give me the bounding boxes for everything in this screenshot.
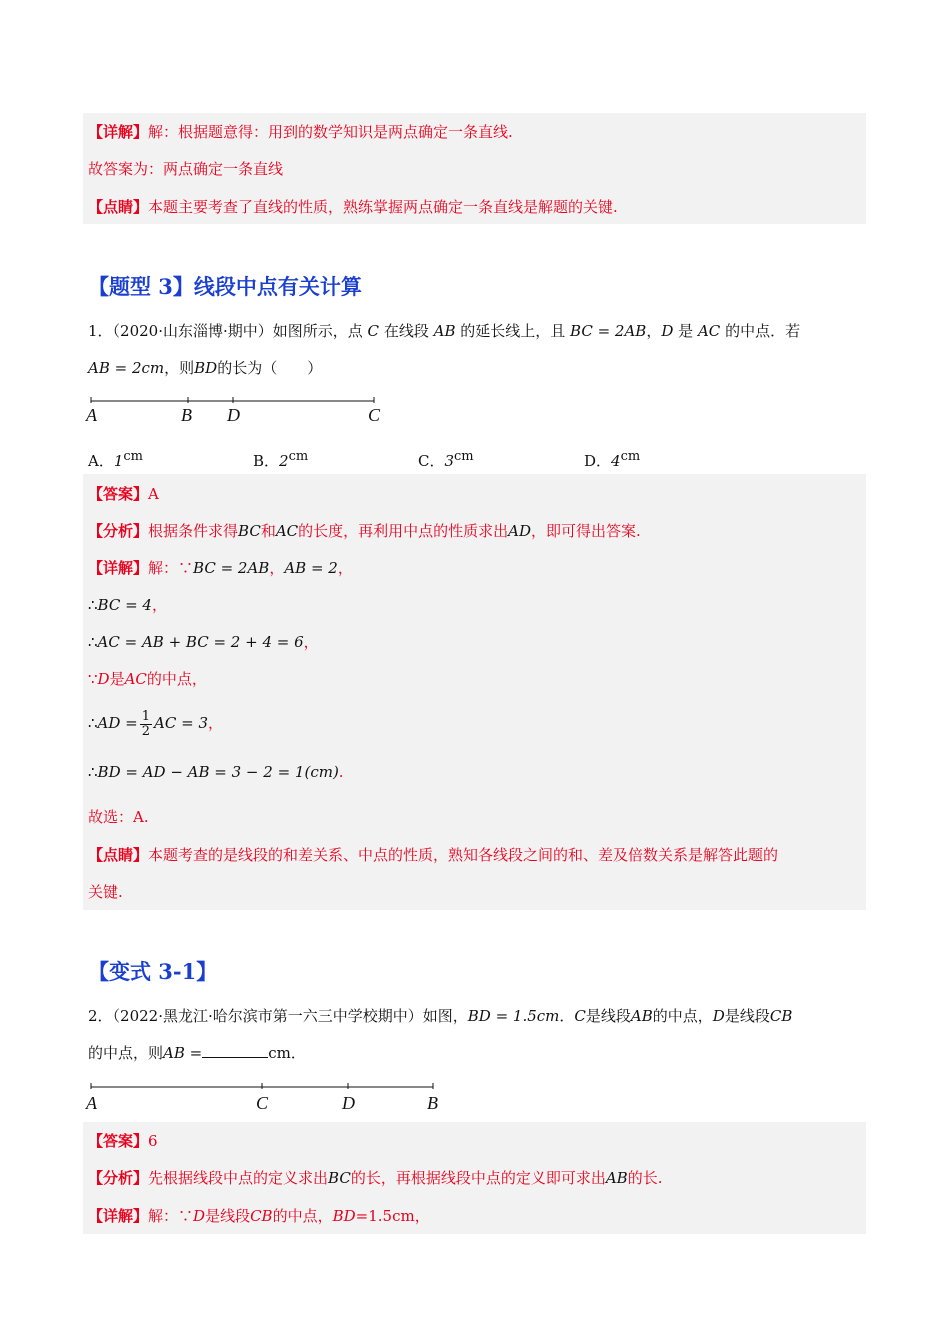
q1-step2-line <box>88 632 319 652</box>
q1-option-a[interactable] <box>88 447 143 471</box>
step1-expr: BC = 4 <box>97 596 152 614</box>
answer-value: A <box>148 485 159 503</box>
therefore-symbol: ∴ <box>88 763 98 781</box>
section-heading-2: 【变式 3-1】 <box>88 959 218 984</box>
point-label-a: A <box>86 1093 97 1113</box>
detail-tag: 【详解】 <box>88 559 149 577</box>
analysis-tag: 【分析】 <box>88 522 149 540</box>
q1-option-b[interactable] <box>253 447 308 471</box>
step4-end: ， <box>208 714 224 732</box>
because-symbol: ∵ <box>88 670 98 688</box>
q1-comment-line1 <box>88 845 778 865</box>
q1-line1 <box>88 321 800 341</box>
top-answer-line <box>88 159 283 179</box>
analysis-var-ac: AC <box>275 522 299 540</box>
q1-option-c[interactable] <box>418 447 474 471</box>
step3-text-mid: 是 <box>109 670 125 688</box>
q2-expr-bd: BD = 1.5cm <box>467 1007 560 1025</box>
q1-expr-bc: BC = 2AB <box>570 322 647 340</box>
analysis-tag: 【分析】 <box>88 1169 149 1187</box>
option-letter: A． <box>88 452 114 470</box>
q2-source: （2022·黑龙江·哈尔滨市第一六三中学校期中）如图， <box>112 1007 468 1025</box>
top-detail-line <box>88 122 513 142</box>
step3-end: 的中点， <box>146 670 207 688</box>
detail-sep: ， <box>269 559 285 577</box>
q2-var-ab: AB <box>630 1007 653 1025</box>
detail-expr-2: AB = 2 <box>284 559 338 577</box>
point-label-a: A <box>86 405 97 425</box>
q1-var-d: D <box>661 322 674 340</box>
detail-text-a: 解：∵ <box>148 559 194 577</box>
q2-text-a: ． <box>559 1007 575 1025</box>
point-label-d: D <box>227 405 240 425</box>
answer-blank[interactable] <box>202 1043 268 1058</box>
comment-tag: 【点睛】 <box>88 846 149 864</box>
detail-tag: 【详解】 <box>88 1207 149 1225</box>
analysis-var-ab: AB <box>605 1169 628 1187</box>
comment-text-1: 本题考查的是线段的和差关系、中点的性质，熟知各线段之间的和、差及倍数关系是解答此题的 <box>148 846 779 864</box>
comment-tag: 【点睛】 <box>88 198 149 216</box>
q1-segment-figure <box>84 393 394 425</box>
analysis-text-d: ，即可得出答案. <box>531 522 641 540</box>
answer-tag: 【答案】 <box>88 1132 149 1150</box>
option-unit: cm <box>620 449 641 464</box>
therefore-symbol: ∴ <box>88 633 98 651</box>
answer-text: 故答案为：两点确定一条直线 <box>88 160 284 178</box>
q2-line1 <box>88 1006 792 1026</box>
detail-var-cb: CB <box>250 1207 273 1225</box>
comment-text: 本题主要考查了直线的性质，熟练掌握两点确定一条直线是解题的关键. <box>148 198 618 216</box>
q1-text-b: 的延长线上，且 <box>460 322 566 340</box>
detail-var-d: D <box>193 1207 206 1225</box>
step5-expr: BD = AD − AB = 3 − 2 = 1(cm) <box>97 763 339 781</box>
step2-expr: AC = AB + BC = 2 + 4 = 6 <box>97 633 304 651</box>
q1-step1-line <box>88 595 167 615</box>
q2-var-c: C <box>574 1007 586 1025</box>
analysis-var-bc: BC <box>238 522 261 540</box>
q2-analysis-line <box>88 1168 662 1188</box>
q2-number: 2． <box>88 1007 113 1025</box>
analysis-text-b: 的长，再根据线段中点的定义即可求出 <box>350 1169 606 1187</box>
q1-detail-line <box>88 558 353 578</box>
step3-var-ac: AC <box>124 670 147 688</box>
q2-line2-expr: AB = <box>163 1044 203 1062</box>
option-value: 2 <box>279 452 289 470</box>
q1-var-ab: AB <box>433 322 456 340</box>
q1-comment-line2 <box>88 882 123 902</box>
detail-var-bd: BD <box>332 1207 356 1225</box>
detail-text: 解：根据题意得：用到的数学知识是两点确定一条直线. <box>148 123 513 141</box>
q1-text-e: 的中点．若 <box>725 322 801 340</box>
q1-option-d[interactable] <box>584 447 640 471</box>
point-label-c: C <box>368 405 381 425</box>
q1-analysis-line <box>88 521 641 541</box>
option-unit: cm <box>288 449 309 464</box>
answer-tag: 【答案】 <box>88 485 149 503</box>
option-letter: B． <box>253 452 280 470</box>
detail-expr-1: BC = 2AB <box>193 559 270 577</box>
q2-detail-line <box>88 1206 430 1226</box>
therefore-symbol: ∴ <box>88 714 98 732</box>
top-comment-line <box>88 197 618 217</box>
analysis-var-bc: BC <box>328 1169 351 1187</box>
point-label-b: B <box>427 1093 438 1113</box>
q1-text-c: ， <box>646 322 662 340</box>
detail-text-c: 的中点， <box>272 1207 333 1225</box>
q1-text-a: 在线段 <box>383 322 429 340</box>
q1-step4-line <box>88 706 223 740</box>
q1-var-bd: BD <box>194 359 218 377</box>
step4-lhs: AD = <box>97 714 138 732</box>
fraction-numerator: 1 <box>141 708 151 724</box>
q1-line2-end: 的长为（ ） <box>217 359 323 377</box>
detail-end: ， <box>337 559 353 577</box>
q1-source: （2020·山东淄博·期中）如图所示，点 <box>112 322 363 340</box>
option-letter: D． <box>584 452 612 470</box>
step3-var-d: D <box>97 670 110 688</box>
q1-text-d: 是 <box>678 322 694 340</box>
analysis-text-a: 先根据线段中点的定义求出 <box>148 1169 329 1187</box>
option-letter: C． <box>418 452 445 470</box>
q1-expr-ab: AB = 2cm <box>88 359 165 377</box>
analysis-text-b: 和 <box>260 522 276 540</box>
comment-text-2: 关键. <box>88 883 123 901</box>
analysis-text-c: 的长度，再利用中点的性质求出 <box>298 522 509 540</box>
q1-answer-line <box>88 484 159 504</box>
q2-var-cb: CB <box>769 1007 793 1025</box>
q2-line2-text: 的中点，则 <box>88 1044 164 1062</box>
q1-choose-line <box>88 807 149 827</box>
step5-end: . <box>338 763 344 781</box>
q2-answer-line <box>88 1131 158 1151</box>
detail-text-b: 是线段 <box>205 1207 251 1225</box>
analysis-text-c: 的长. <box>627 1169 663 1187</box>
step4-rhs: AC = 3 <box>154 714 208 732</box>
step1-end: ， <box>151 596 167 614</box>
point-label-b: B <box>181 405 192 425</box>
therefore-symbol: ∴ <box>88 596 98 614</box>
q2-var-d: D <box>712 1007 725 1025</box>
option-value: 3 <box>444 452 455 470</box>
fraction-denominator: 2 <box>141 723 151 739</box>
q1-line2 <box>88 358 322 378</box>
option-unit: cm <box>123 449 143 464</box>
q2-text-b: 是线段 <box>585 1007 631 1025</box>
q1-number: 1． <box>88 322 113 340</box>
q1-var-ac: AC <box>697 322 721 340</box>
option-value: 4 <box>611 452 621 470</box>
detail-text-a: 解：∵ <box>148 1207 194 1225</box>
point-label-c: C <box>256 1093 269 1113</box>
choose-text: 故选：A. <box>88 808 149 826</box>
detail-tag: 【详解】 <box>88 123 149 141</box>
section-heading-1: 【题型 3】线段中点有关计算 <box>88 274 362 299</box>
answer-value: 6 <box>148 1132 158 1150</box>
analysis-text-a: 根据条件求得 <box>148 522 239 540</box>
q2-text-d: 是线段 <box>724 1007 770 1025</box>
q2-line2-end: cm． <box>268 1044 306 1062</box>
fraction-one-half <box>140 710 152 739</box>
analysis-var-ad: AD <box>508 522 532 540</box>
option-unit: cm <box>454 449 474 464</box>
q2-line2 <box>88 1043 306 1063</box>
q1-line2-text: ，则 <box>164 359 195 377</box>
step2-end: ， <box>303 633 319 651</box>
option-value: 1 <box>113 452 124 470</box>
detail-text-d: =1.5cm， <box>355 1207 430 1225</box>
q1-step3-line <box>88 669 207 689</box>
q1-step5-line <box>88 762 344 782</box>
q2-segment-figure <box>84 1079 444 1113</box>
q1-var-c: C <box>367 322 380 340</box>
point-label-d: D <box>342 1093 355 1113</box>
q2-text-c: 的中点， <box>652 1007 713 1025</box>
